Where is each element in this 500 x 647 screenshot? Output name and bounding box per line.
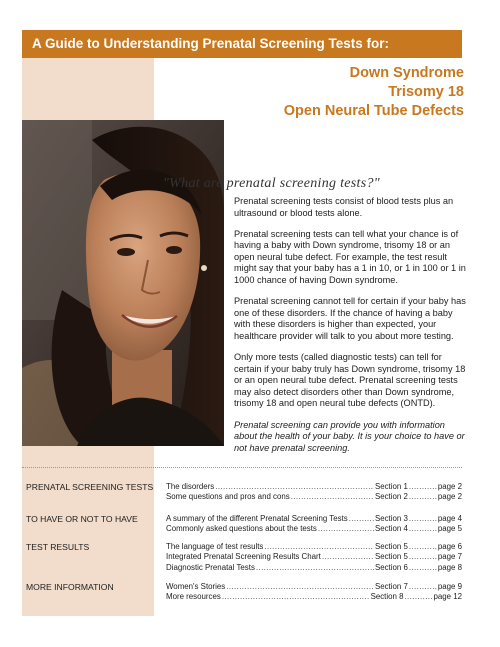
toc-entry-section: Section 5 xyxy=(374,552,408,562)
toc-entry-section: Section 5 xyxy=(374,542,408,551)
intro-paragraph: Only more tests (called diagnostic tests) can tell for certain if your baby truly has Down syndrome, trisomy 18 or an open neural tube defect. Prenatal screening tests may also detect disorders other than Down syndrome, trisomy 18 and open neural tube defects (ONTD). xyxy=(234,352,466,409)
intro-paragraph: Prenatal screening tests can tell what your chance is of having a baby with Down syndrome, trisomy 18 or an open neural tube defect. For example, the test result might say that your baby has a 1 in 10, or 1 in 100 or 1 in 1000 chance of having Down syndrome. xyxy=(234,228,466,286)
toc-section-heading: PRENATAL SCREENING TESTS xyxy=(26,482,154,492)
toc-entry-page: page 5 xyxy=(437,524,462,534)
table-of-contents xyxy=(22,482,462,606)
toc-section-heading: TO HAVE OR NOT TO HAVE xyxy=(26,514,138,524)
toc-section xyxy=(22,582,462,606)
toc-entry-title: More resources xyxy=(166,592,221,602)
condition-titles xyxy=(284,64,464,121)
condition-title: Open Neural Tube Defects xyxy=(283,103,464,119)
toc-entries xyxy=(166,542,462,573)
toc-entry[interactable] xyxy=(166,592,462,602)
dot-leader xyxy=(409,482,437,492)
dot-leader xyxy=(222,592,370,602)
toc-entry-section: Section 3 xyxy=(374,514,408,523)
dot-leader xyxy=(349,514,374,524)
toc-entry-title: Commonly asked questions about the tests xyxy=(166,524,317,534)
woman-portrait-photo xyxy=(22,120,224,446)
toc-entry[interactable] xyxy=(166,492,462,502)
toc-entry-page: page 4 xyxy=(437,514,462,523)
toc-entry-page: page 2 xyxy=(437,482,462,491)
toc-entry-title: Diagnostic Prenatal Tests xyxy=(166,562,255,572)
dot-leader xyxy=(291,492,374,502)
dot-leader xyxy=(409,552,437,562)
toc-entry-page: page 2 xyxy=(437,492,462,502)
intro-paragraph: Prenatal screening cannot tell for certain if your baby has one of these disorders. If the chance of having a baby with these disorders is higher than expected, your healthcare provider will talk to you about more testing. xyxy=(234,296,466,341)
dot-leader xyxy=(404,592,432,602)
toc-entry-section: Section 4 xyxy=(374,524,408,534)
toc-entry[interactable] xyxy=(166,542,462,552)
toc-entry-title: Some questions and pros and cons xyxy=(166,492,290,502)
dot-leader xyxy=(215,482,374,492)
toc-entry-section: Section 8 xyxy=(370,592,404,602)
toc-entry-section: Section 6 xyxy=(374,562,408,572)
dot-leader xyxy=(409,514,437,524)
dot-leader xyxy=(409,582,437,592)
guide-banner: A Guide to Understanding Prenatal Screening Tests for: xyxy=(22,30,462,58)
toc-entry[interactable] xyxy=(166,552,462,562)
toc-section xyxy=(22,542,462,582)
toc-entry[interactable] xyxy=(166,514,462,524)
toc-entry-section: Section 7 xyxy=(374,582,408,591)
dot-leader xyxy=(409,542,437,552)
dot-leader xyxy=(256,563,374,573)
portrait-illustration xyxy=(22,120,224,446)
dot-leader xyxy=(264,542,374,552)
toc-entries xyxy=(166,514,462,535)
dot-leader xyxy=(409,524,437,534)
toc-entries xyxy=(166,582,462,603)
toc-entry-title: The disorders xyxy=(166,482,215,491)
intro-article xyxy=(234,196,466,464)
toc-section-heading: MORE INFORMATION xyxy=(26,582,114,592)
dot-leader xyxy=(318,524,374,534)
toc-entry-title: The language of test results xyxy=(166,542,264,551)
toc-entry[interactable] xyxy=(166,524,462,534)
toc-entry[interactable] xyxy=(166,582,462,592)
toc-entry-page: page 6 xyxy=(437,542,462,551)
toc-entry[interactable] xyxy=(166,482,462,492)
condition-title: Down Syndrome xyxy=(349,65,464,81)
toc-entries xyxy=(166,482,462,503)
condition-title: Trisomy 18 xyxy=(388,84,464,100)
toc-entry-page: page 8 xyxy=(437,562,462,572)
intro-question: "What are prenatal screening tests?" xyxy=(163,176,380,191)
toc-entry[interactable] xyxy=(166,563,462,573)
toc-entry-section: Section 2 xyxy=(374,492,408,502)
toc-entry-page: page 7 xyxy=(437,552,462,562)
dot-leader xyxy=(409,563,437,573)
toc-section xyxy=(22,514,462,542)
toc-entry-section: Section 1 xyxy=(374,482,408,491)
dot-leader xyxy=(226,582,374,592)
intro-paragraph: Prenatal screening tests consist of blood tests plus an ultrasound or blood tests alone. xyxy=(234,196,454,218)
toc-entry-page: page 12 xyxy=(433,592,462,602)
toc-entry-title: Women's Stories xyxy=(166,582,226,591)
toc-entry-title: Integrated Prenatal Screening Results Chart xyxy=(166,552,321,562)
toc-entry-title: A summary of the different Prenatal Screening Tests xyxy=(166,514,348,523)
toc-section xyxy=(22,482,462,514)
closing-statement: Prenatal screening can provide you with information about the health of your baby. It is your choice to have or not have prenatal screening. xyxy=(234,419,465,453)
dot-leader xyxy=(409,492,437,502)
section-divider xyxy=(22,467,462,468)
toc-section-heading: TEST RESULTS xyxy=(26,542,90,552)
dot-leader xyxy=(322,552,374,562)
toc-entry-page: page 9 xyxy=(437,582,462,591)
